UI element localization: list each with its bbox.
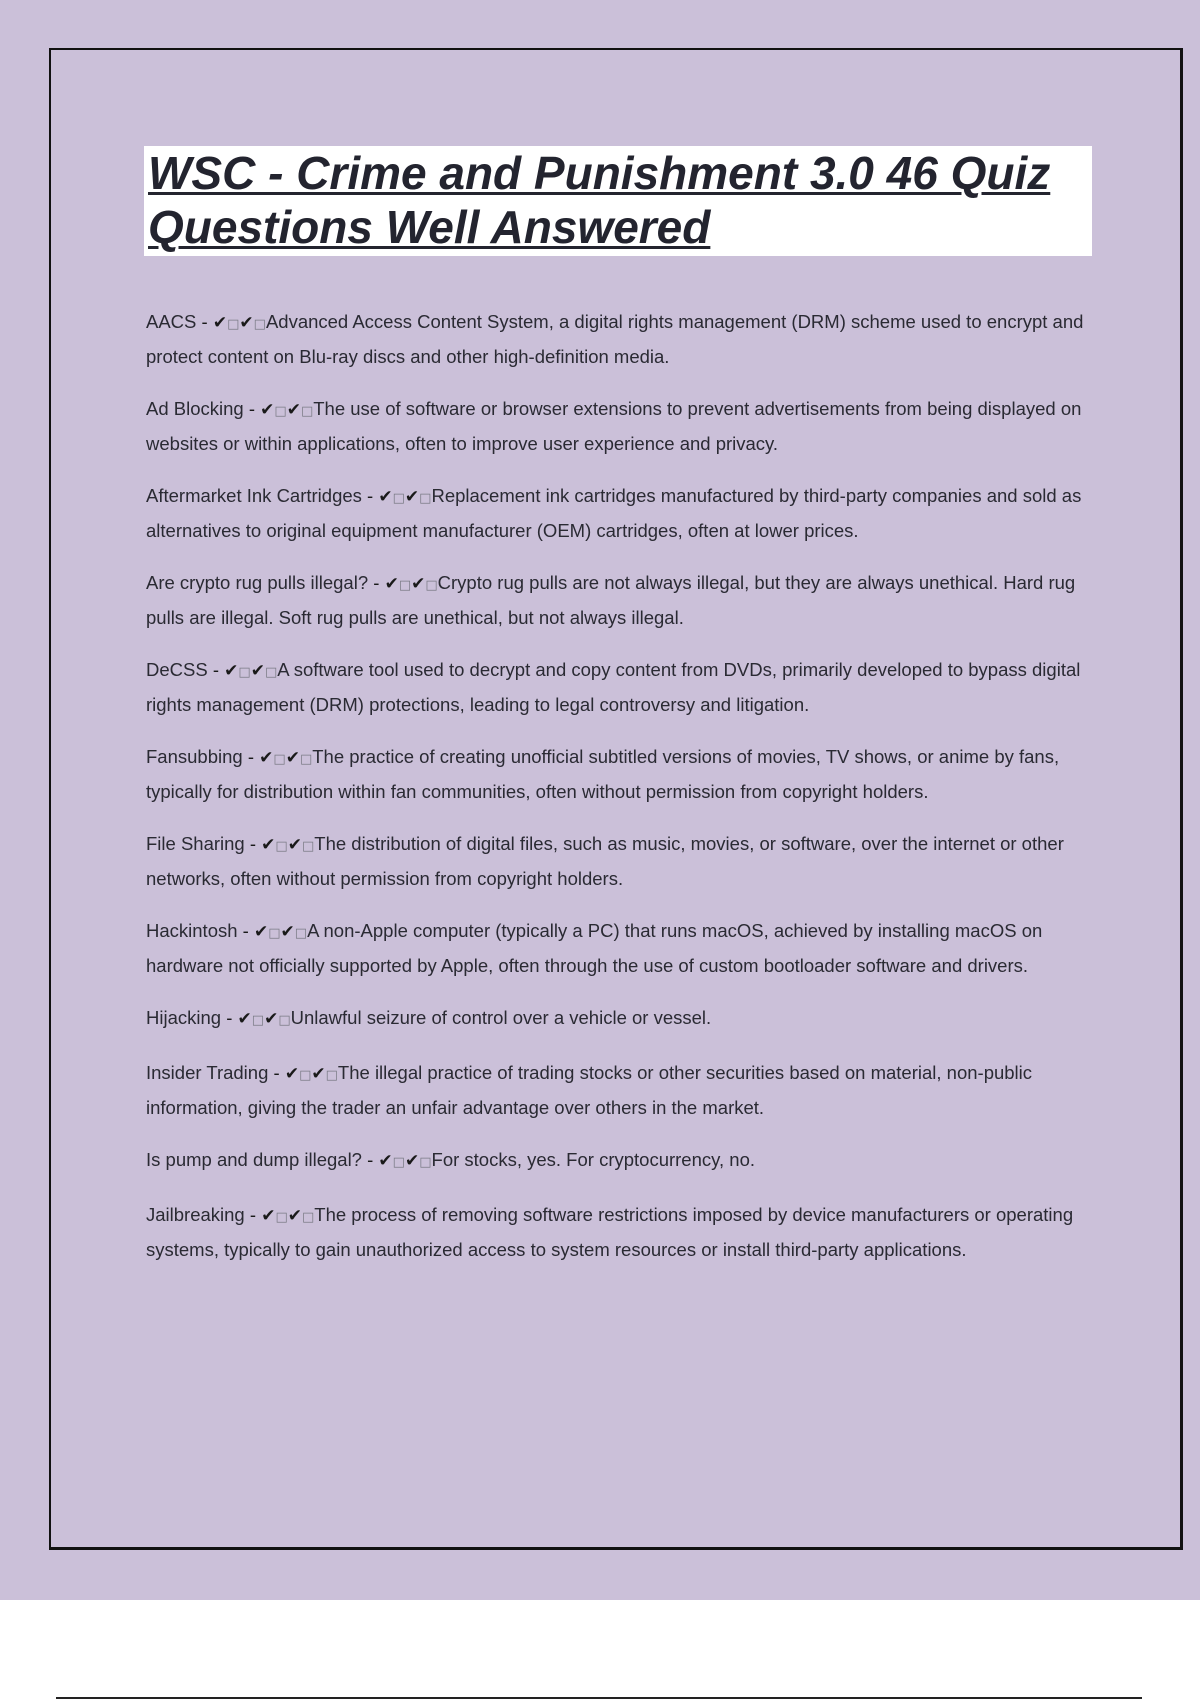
- check-icon: ✔: [280, 922, 295, 942]
- entry-definition: The use of software or browser extensions to prevent advertisements from being displayed on websites or within applications, often to improve user experience and privacy.: [146, 398, 1082, 454]
- title-box: [144, 146, 1092, 256]
- entry: [146, 654, 1096, 721]
- box-icon: □: [278, 1013, 291, 1028]
- check-icon: ✔: [261, 835, 276, 855]
- entry-separator: -: [244, 1204, 262, 1225]
- check-icon: ✔: [253, 922, 269, 942]
- entry-separator: -: [242, 746, 260, 767]
- entry-term: Ad Blocking: [146, 398, 244, 419]
- entry: [146, 828, 1096, 895]
- footer-divider: [56, 1697, 1142, 1699]
- entries-list: [146, 306, 1096, 1286]
- check-icon: ✔: [250, 661, 265, 681]
- check-icon: ✔: [378, 1151, 393, 1171]
- box-icon: □: [325, 1068, 338, 1083]
- entry: [146, 1002, 1096, 1037]
- entry-separator: -: [237, 920, 254, 941]
- box-icon: □: [419, 491, 432, 506]
- box-icon: □: [275, 839, 288, 854]
- box-icon: □: [268, 926, 281, 941]
- box-icon: □: [275, 1210, 288, 1225]
- check-icon: ✔: [237, 1009, 252, 1029]
- check-icon: ✔: [378, 487, 393, 507]
- entry-term: Hijacking: [146, 1007, 222, 1028]
- entry: [146, 915, 1096, 982]
- entry-separator: -: [243, 398, 261, 419]
- entry: [146, 1199, 1096, 1266]
- check-icon: ✔: [311, 1064, 326, 1084]
- check-icon: ✔: [224, 661, 239, 681]
- check-icon: ✔: [287, 835, 302, 855]
- entry: [146, 393, 1096, 460]
- check-icon: ✔: [285, 748, 300, 768]
- check-icon: ✔: [286, 400, 301, 420]
- box-icon: □: [299, 752, 313, 767]
- entry-separator: -: [368, 572, 385, 593]
- entry-term: DeCSS: [146, 659, 208, 680]
- entry-definition: Crypto rug pulls are not always illegal, but they are always unethical. Hard rug pulls are illegal. Soft rug pulls are unethical, but not always illegal.: [146, 572, 1076, 628]
- document-title: WSC - Crime and Punishment 3.0 46 Quiz Questions Well Answered: [148, 147, 1051, 253]
- box-icon: □: [253, 317, 266, 332]
- check-icon: ✔: [239, 313, 254, 333]
- box-icon: □: [274, 404, 287, 419]
- entry-definition: Unlawful seizure of control over a vehicle or vessel.: [290, 1007, 712, 1028]
- entry-definition: A non-Apple computer (typically a PC) that runs macOS, achieved by installing macOS on hardware not officially supported by Apple, often through the use of custom bootloader software and drivers.: [146, 920, 1043, 976]
- entry-term: Is pump and dump illegal?: [146, 1149, 362, 1170]
- entry: [146, 480, 1096, 547]
- entry: [146, 741, 1096, 808]
- entry-separator: -: [196, 311, 213, 332]
- check-icon: ✔: [384, 574, 399, 594]
- entry-definition: The illegal practice of trading stocks or other securities based on material, non-public information, giving the trader an unfair advantage over others in the market.: [146, 1062, 1033, 1118]
- check-icon: ✔: [264, 1009, 279, 1029]
- check-icon: ✔: [404, 487, 420, 507]
- box-icon: □: [392, 1155, 405, 1170]
- entry-definition: The distribution of digital files, such as music, movies, or software, over the internet or other networks, often without permission from copyright holders.: [146, 833, 1064, 889]
- entry-definition: The practice of creating unofficial subtitled versions of movies, TV shows, or anime by fans, typically for distribution within fan communities, often without permission from copyright holders.: [146, 746, 1060, 802]
- check-icon: ✔: [287, 1206, 302, 1226]
- entry-separator: -: [244, 833, 262, 854]
- entry-definition: Advanced Access Content System, a digital rights management (DRM) scheme used to encrypt and protect content on Blu-ray discs and other high-definition media.: [146, 311, 1084, 367]
- check-icon: ✔: [261, 1206, 276, 1226]
- box-icon: □: [251, 1013, 265, 1028]
- entry-separator: -: [361, 1149, 379, 1170]
- entry-term: File Sharing: [146, 833, 245, 854]
- entry-definition: Replacement ink cartridges manufactured by third-party companies and sold as alternatives to original equipment manufacturer (OEM) cartridges, often at lower prices.: [146, 485, 1082, 541]
- entry-term: Hackintosh: [146, 920, 238, 941]
- box-icon: □: [294, 926, 308, 941]
- check-icon: ✔: [284, 1064, 300, 1084]
- entry-term: AACS: [146, 311, 197, 332]
- box-icon: □: [227, 317, 240, 332]
- entry-term: Aftermarket Ink Cartridges: [146, 485, 362, 506]
- box-icon: □: [301, 1210, 315, 1225]
- entry-definition: The process of removing software restrictions imposed by device manufacturers or operating systems, typically to gain unauthorized access to system resources or install third-party applications.: [146, 1204, 1074, 1260]
- entry-separator: -: [207, 659, 225, 680]
- check-icon: ✔: [260, 400, 275, 420]
- box-icon: □: [301, 839, 315, 854]
- box-icon: □: [419, 1155, 432, 1170]
- check-icon: ✔: [404, 1151, 420, 1171]
- box-icon: □: [273, 752, 286, 767]
- entry-separator: -: [361, 485, 379, 506]
- box-icon: □: [398, 578, 412, 593]
- entry-definition: For stocks, yes. For cryptocurrency, no.: [431, 1149, 756, 1170]
- entry: [146, 1057, 1096, 1124]
- entry-term: Jailbreaking: [146, 1204, 245, 1225]
- entry-separator: -: [268, 1062, 285, 1083]
- check-icon: ✔: [212, 313, 228, 333]
- entry-separator: -: [221, 1007, 238, 1028]
- box-icon: □: [299, 1068, 312, 1083]
- entry: [146, 306, 1096, 373]
- box-icon: □: [264, 665, 278, 680]
- entry: [146, 1144, 1096, 1179]
- box-icon: □: [300, 404, 314, 419]
- entry-term: Insider Trading: [146, 1062, 269, 1083]
- entry-term: Fansubbing: [146, 746, 243, 767]
- check-icon: ✔: [259, 748, 274, 768]
- box-icon: □: [392, 491, 405, 506]
- box-icon: □: [425, 578, 438, 593]
- entry: [146, 567, 1096, 634]
- box-icon: □: [238, 665, 251, 680]
- entry-term: Are crypto rug pulls illegal?: [146, 572, 369, 593]
- entry-definition: A software tool used to decrypt and copy content from DVDs, primarily developed to bypass digital rights management (DRM) protections, leading to legal controversy and litigation.: [146, 659, 1081, 715]
- check-icon: ✔: [411, 574, 426, 594]
